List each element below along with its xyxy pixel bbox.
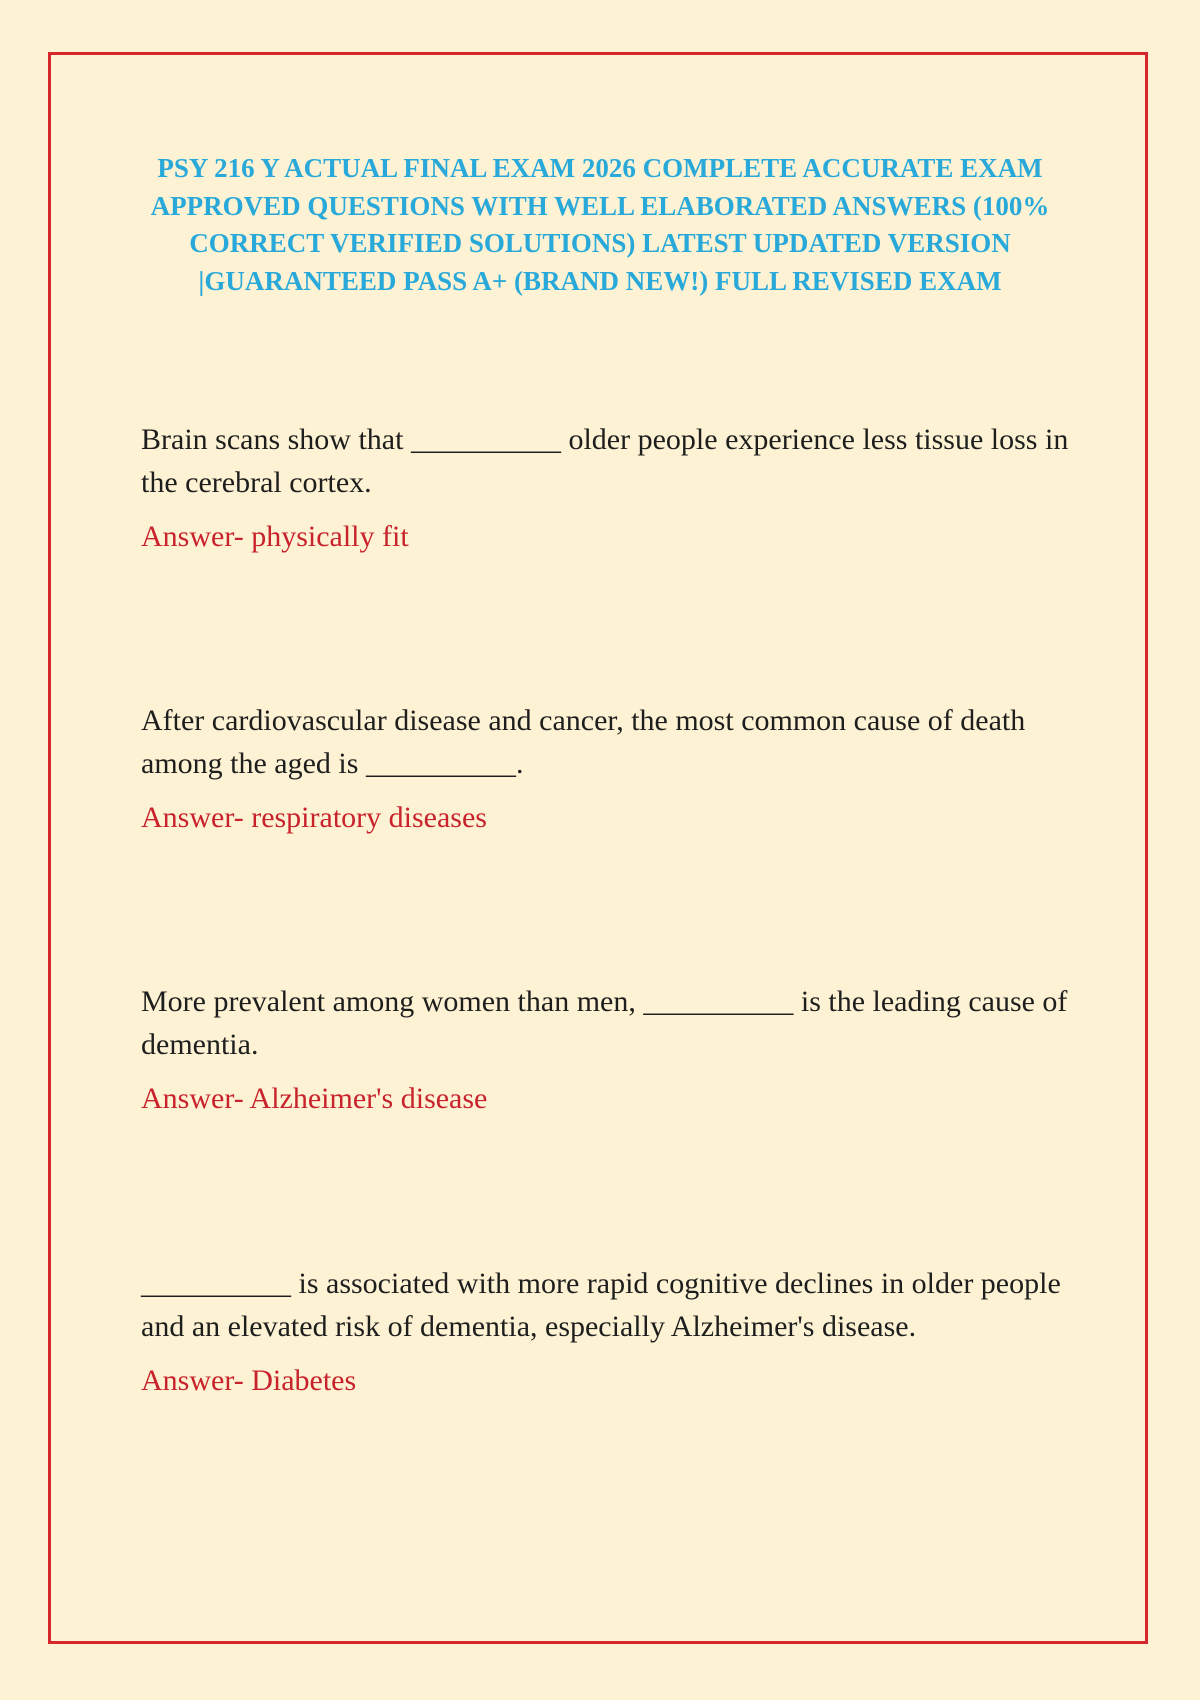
qa-item-1 [141, 418, 1071, 557]
answer-text: Answer- physically fit [141, 520, 409, 553]
document-title: PSY 216 Y ACTUAL FINAL EXAM 2026 COMPLETE ACCURATE EXAM APPROVED QUESTIONS WITH WELL ELABORATED ANSWERS (100% CORRECT VERIFIED SOLUTIONS) LATEST UPDATED VERSION |GUARANTEED PASS A+ (BRAND NEW!) FULL REVISED EXAM [150, 153, 1050, 296]
qa-item-4 [141, 1262, 1071, 1401]
answer-text: Answer- respiratory diseases [141, 801, 487, 834]
qa-item-3 [141, 980, 1071, 1119]
answer-text: Answer- Diabetes [141, 1364, 357, 1397]
qa-item-2 [141, 699, 1071, 838]
question-text: __________ is associated with more rapid cognitive declines in older people and an elevated risk of dementia, especially Alzheimer's disease. [141, 1267, 1061, 1343]
answer-text: Answer- Alzheimer's disease [141, 1082, 488, 1115]
question-text: More prevalent among women than men, __________ is the leading cause of dementia. [141, 985, 1068, 1061]
question-text: Brain scans show that __________ older people experience less tissue loss in the cerebral cortex. [141, 423, 1069, 499]
question-text: After cardiovascular disease and cancer, the most common cause of death among the aged is __________. [141, 704, 1026, 780]
